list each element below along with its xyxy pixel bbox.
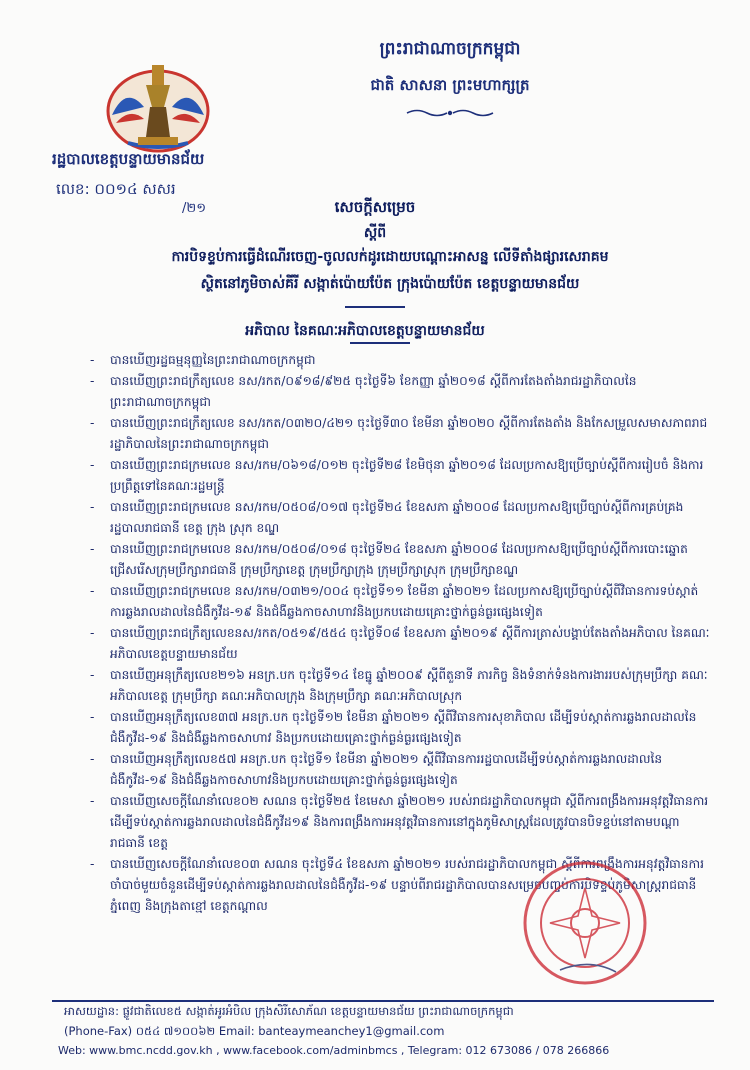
footer-address: អាសយដ្ឋាន: ផ្លូវជាតិលេខ៥ សង្កាត់អូរអំបិល ក្រុងសិរីសោភ័ណ ខេត្តបន្ទាយមានជ័យ ព្រះរាជាណាចក្រកម្ពុជា: [64, 1004, 514, 1018]
ministry-emblem-icon: [98, 55, 218, 163]
footer-phone-email: (Phone-Fax) ០៥៤ ៧១០០៦២ Email: banteaymeanchey1@gmail.com: [64, 1024, 445, 1038]
subject-line-2: ស្ថិតនៅភូមិចាស់គីរី សង្កាត់ប៉ោយប៉ែត ក្រុងប៉ោយប៉ែត ខេត្តបន្ទាយមានជ័យ: [200, 276, 580, 292]
list-item: - បានឃើញអនុក្រឹត្យលេខ៣៧ អនក្រ.បក ចុះថ្ងៃទី១២ ខែមីនា ឆ្នាំ២០២១ ស្តីពីវិធានការសុខាភិបាល ដើម្បីទប់ស្កាត់ការឆ្លងរាលដាលនៃជំងឺកូវីដ-១៩ និងជំងឺឆ្លងកាចសាហាវ និងប្រកបដោយគ្រោះថ្នាក់ធ្ងន់ធ្ងរផ្សេងទៀត: [86, 707, 710, 749]
footer-web: Web: www.bmc.ncdd.gov.kh , www.facebook.com/adminbmcs , Telegram: 012 673086 / 078 266866: [58, 1044, 610, 1057]
official-seal-icon: [520, 858, 650, 988]
reference-suffix: /២១: [182, 201, 207, 216]
list-item: - បានឃើញព្រះរាជក្រមលេខ នស/រកម/០៦១៨/០១២ ចុះថ្ងៃទី២៨ ខែមិថុនា ឆ្នាំ២០១៨ ដែលប្រកាសឱ្យប្រើច្បាប់ស្តីពីការរៀបចំ និងការប្រព្រឹត្តទៅនៃគណៈរដ្ឋមន្ត្រី: [86, 455, 710, 497]
list-item: - បានឃើញអនុក្រឹត្យលេខ៥៧ អនក្រ.បក ចុះថ្ងៃទី១ ខែមីនា ឆ្នាំ២០២១ ស្តីពីវិធានការរដ្ឋបាលដើម្បីទប់ស្កាត់ការឆ្លងរាលដាលនៃជំងឺកូវីដ-១៩ និងជំងឺឆ្លងកាចសាហាវនិងប្រកបដោយគ្រោះថ្នាក់ធ្ងន់ធ្ងរផ្សេងទៀត: [86, 749, 710, 791]
reference-number: លេខ: ០០១៤ សសរ: [56, 180, 176, 198]
list-item: - បានឃើញព្រះរាជក្រឹត្យលេខ នស/រកត/០៩១៨/៩២៥ ចុះថ្ងៃទី៦ ខែកញ្ញា ឆ្នាំ២០១៨ ស្តីពីការតែងតាំងរាជរដ្ឋាភិបាលនៃព្រះរាជាណាចក្រកម្ពុជា: [86, 371, 710, 413]
list-item: - បានឃើញសេចក្តីណែនាំលេខ០៣ សណន ចុះថ្ងៃទី៤ ខែឧសភា ឆ្នាំ២០២១ របស់រាជរដ្ឋាភិបាលកម្ពុជា ស្តីពីការពង្រឹងការអនុវត្តវិធានការចាំបាច់មួយចំនួនដើម្បីទប់ស្កាត់ការឆ្លងរាលដាលនៃជំងឺកូវីដ-១៩ បន្ទាប់ពីរាជរដ្ឋាភិបាលបានសម្រេចបញ្ចប់ការបិទខ្ទប់ភូមិសាស្ត្ររាជធានីភ្នំពេញ និងក្រុងតាខ្មៅ ខេត្តកណ្តាល: [86, 854, 710, 917]
footer-divider: [52, 1000, 714, 1002]
list-item: - បានឃើញព្រះរាជក្រមលេខ នស/រកម/០៣២១/០០៤ ចុះថ្ងៃទី១១ ខែមីនា ឆ្នាំ២០២១ ដែលប្រកាសឱ្យប្រើច្បាប់ស្តីពីវិធានការទប់ស្កាត់ការឆ្លងរាលដាលនៃជំងឺកូវីដ-១៩ និងជំងឺឆ្លងកាចសាហាវនិងប្រកបដោយគ្រោះថ្នាក់ធ្ងន់ធ្ងរផ្សេងទៀត: [86, 581, 710, 623]
governor-heading: អភិបាល នៃគណៈអភិបាលខេត្តបន្ទាយមានជ័យ: [245, 323, 485, 339]
citation-list: [86, 350, 710, 917]
list-item: - បានឃើញអនុក្រឹត្យលេខ២១៦ អនក្រ.បក ចុះថ្ងៃទី១៤ ខែធ្នូ ឆ្នាំ២០០៩ ស្តីពីតួនាទី ភារកិច្ច និងទំនាក់ទំនងការងាររបស់ក្រុមប្រឹក្សា គណៈអភិបាលខេត្ត ក្រុមប្រឹក្សា គណៈអភិបាលក្រុង និងក្រុមប្រឹក្សា គណៈអភិបាលស្រុក: [86, 665, 710, 707]
province-administration: រដ្ឋបាលខេត្តបន្ទាយមានជ័យ: [52, 150, 205, 168]
list-item: - បានឃើញព្រះរាជក្រឹត្យលេខ នស/រកត/០៣២០/៤២១ ចុះថ្ងៃទី៣០ ខែមីនា ឆ្នាំ២០២០ ស្តីពីការតែងតាំង និងកែសម្រួលសមាសភាពរាជរដ្ឋាភិបាលនៃព្រះរាជាណាចក្រកម្ពុជា: [86, 413, 710, 455]
national-motto: ជាតិ សាសនា ព្រះមហាក្សត្រ: [370, 76, 530, 94]
list-item: - បានឃើញព្រះរាជក្រឹត្យលេខនស/រកត/០៥១៩/៥៥៤ ចុះថ្ងៃទី០៨ ខែឧសភា ឆ្នាំ២០១៩ ស្តីពីការត្រាស់បង្គាប់តែងតាំងអភិបាល នៃគណៈអភិបាលខេត្តបន្ទាយមានជ័យ: [86, 623, 710, 665]
list-item: - បានឃើញសេចក្តីណែនាំលេខ០២ សណន ចុះថ្ងៃទី២៥ ខែមេសា ឆ្នាំ២០២១ របស់រាជរដ្ឋាភិបាលកម្ពុជា ស្តីពីការពង្រឹងការអនុវត្តវិធានការដើម្បីទប់ស្កាត់ការឆ្លងរាលដាលនៃជំងឺកូវីដ១៩ និងការពង្រឹងការអនុវត្តវិធានការនៅក្នុងភូមិសាស្ត្រដែលត្រូវបានបិទខ្ទប់នៅតាមបណ្តារាជធានី ខេត្ត: [86, 791, 710, 854]
ornament-divider: [405, 108, 495, 118]
list-item: - បានឃើញរដ្ឋធម្មនុញ្ញនៃព្រះរាជាណាចក្រកម្ពុជា: [86, 350, 710, 371]
divider: [350, 342, 410, 344]
document-about: ស្តីពី: [363, 225, 387, 241]
subject-line-1: ការបិទខ្ទប់ការធ្វើដំណើរចេញ-ចូលលក់ដូរដោយបណ្តោះអាសន្ន លើទីតាំងផ្សារសេរាគម: [171, 249, 609, 265]
document-title: សេចក្តីសម្រេច: [334, 198, 416, 216]
list-item: - បានឃើញព្រះរាជក្រមលេខ នស/រកម/០៥០៨/០១៨ ចុះថ្ងៃទី២៤ ខែឧសភា ឆ្នាំ២០០៨ ដែលប្រកាសឱ្យប្រើច្បាប់ស្តីពីការបោះឆ្នោតជ្រើសរើសក្រុមប្រឹក្សារាជធានី ក្រុមប្រឹក្សាខេត្ត ក្រុមប្រឹក្សាក្រុង ក្រុមប្រឹក្សាស្រុក ក្រុមប្រឹក្សាខណ្ឌ: [86, 539, 710, 581]
list-item: - បានឃើញព្រះរាជក្រមលេខ នស/រកម/០៥០៨/០១៧ ចុះថ្ងៃទី២៤ ខែឧសភា ឆ្នាំ២០០៨ ដែលប្រកាសឱ្យប្រើច្បាប់ស្តីពីការគ្រប់គ្រងរដ្ឋបាលរាជធានី ខេត្ត ក្រុង ស្រុក ខណ្ឌ: [86, 497, 710, 539]
kingdom-title: ព្រះរាជាណាចក្រកម្ពុជា: [379, 39, 521, 59]
divider: [345, 306, 405, 308]
